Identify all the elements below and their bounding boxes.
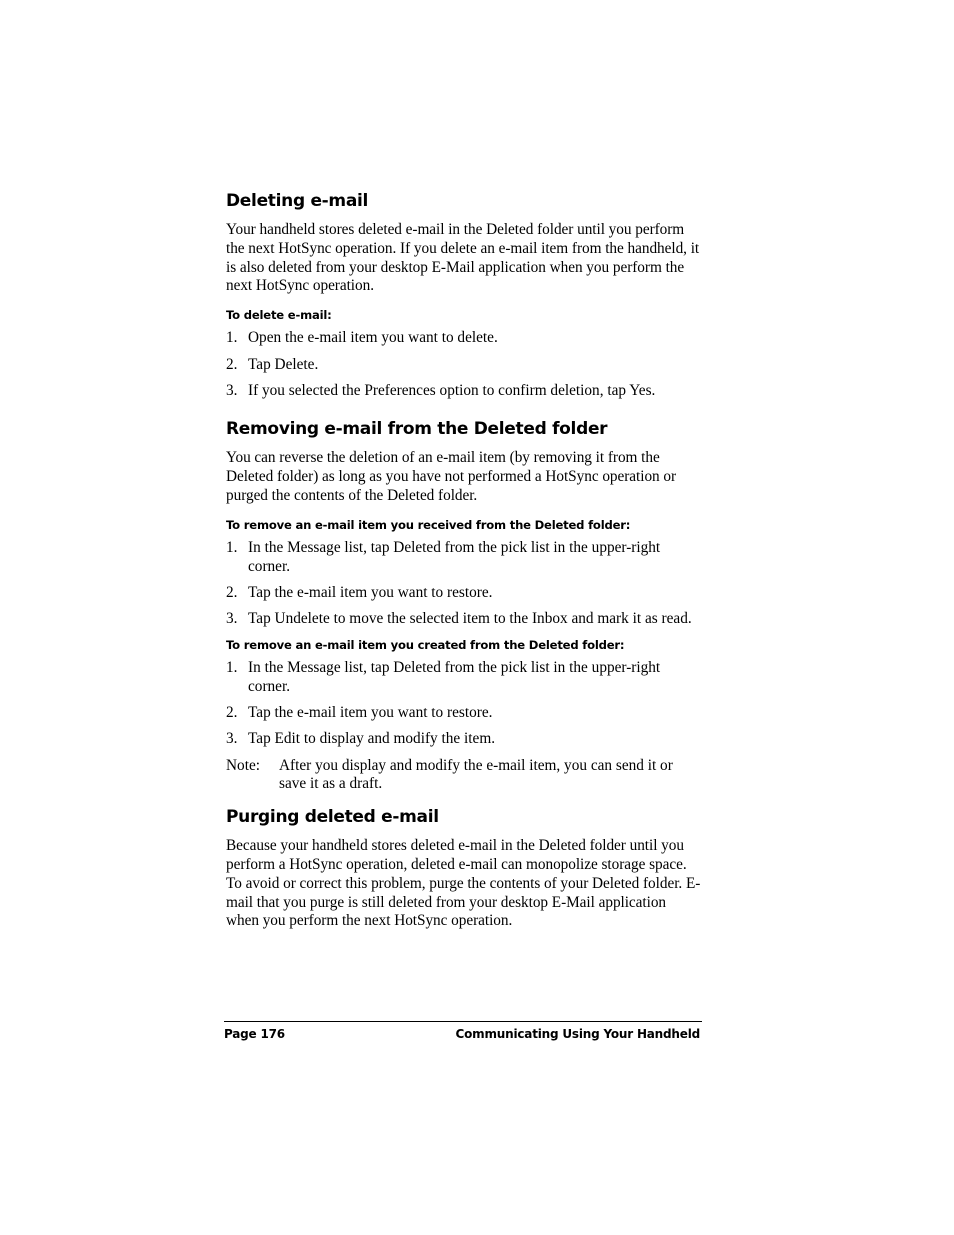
list-item xyxy=(226,382,702,401)
step-number: 1. xyxy=(226,658,238,676)
deleting-intro: Your handheld stores deleted e-mail in the Deleted folder until you perform the next HotSync operation. If you delete an e-mail item from the handheld, it is also deleted from your desktop E-Mail application when you perform the next HotSync operation. xyxy=(226,221,700,295)
created-steps xyxy=(226,659,702,749)
step-number: 2. xyxy=(226,355,238,373)
step-text: Open the e-mail item you want to delete. xyxy=(248,329,498,347)
list-item xyxy=(226,539,702,577)
procedure-created-title: To remove an e-mail item you created from the Deleted folder: xyxy=(226,637,625,652)
step-number: 1. xyxy=(226,538,238,556)
step-text: In the Message list, tap Deleted from the pick list in the upper-right corner. xyxy=(248,538,661,575)
step-number: 2. xyxy=(226,703,238,721)
list-item xyxy=(226,730,702,749)
page-content xyxy=(226,190,702,942)
list-item xyxy=(226,659,702,697)
step-number: 3. xyxy=(226,730,238,748)
step-number: 3. xyxy=(226,381,238,399)
list-item xyxy=(226,584,702,603)
page-footer xyxy=(224,1021,702,1041)
heading-deleting-email: Deleting e-mail xyxy=(226,191,369,211)
page-number: Page 176 xyxy=(224,1027,285,1041)
step-number: 2. xyxy=(226,583,238,601)
step-text: If you selected the Preferences option to confirm deletion, tap Yes. xyxy=(248,381,656,399)
received-steps xyxy=(226,539,702,629)
procedure-delete-title: To delete e-mail: xyxy=(226,308,332,323)
step-number: 1. xyxy=(226,329,238,347)
purging-intro: Because your handheld stores deleted e-mail in the Deleted folder until you perform a HotSync operation, deleted e-mail can monopolize storage space. To avoid or correct this problem, purge the contents of your Deleted folder. E-mail that you purge is still deleted from your desktop E-Mail application when you perform the next HotSync operation. xyxy=(226,837,701,930)
step-text: Tap Edit to display and modify the item. xyxy=(248,730,496,748)
chapter-title: Communicating Using Your Handheld xyxy=(455,1027,700,1041)
list-item xyxy=(226,610,702,629)
removing-intro: You can reverse the deletion of an e-mail item (by removing it from the Deleted folder) as long as you have not performed a HotSync operation or purged the contents of the Deleted folder. xyxy=(226,449,677,504)
note-label: Note: xyxy=(226,756,260,774)
delete-steps xyxy=(226,329,702,401)
heading-purging-email: Purging deleted e-mail xyxy=(226,807,439,828)
step-text: Tap the e-mail item you want to restore. xyxy=(248,583,493,601)
step-text: Tap the e-mail item you want to restore. xyxy=(248,703,493,721)
step-text: Tap Undelete to move the selected item to the Inbox and mark it as read. xyxy=(248,610,692,628)
list-item xyxy=(226,356,702,375)
list-item xyxy=(226,329,702,348)
heading-removing-email: Removing e-mail from the Deleted folder xyxy=(226,419,608,440)
note-text: After you display and modify the e-mail item, you can send it or save it as a draft. xyxy=(279,756,673,793)
step-number: 3. xyxy=(226,610,238,628)
step-text: Tap Delete. xyxy=(248,355,319,373)
list-item xyxy=(226,704,702,723)
procedure-received-title: To remove an e-mail item you received from the Deleted folder: xyxy=(226,517,631,532)
note xyxy=(226,757,702,795)
step-text: In the Message list, tap Deleted from the pick list in the upper-right corner. xyxy=(248,658,661,695)
